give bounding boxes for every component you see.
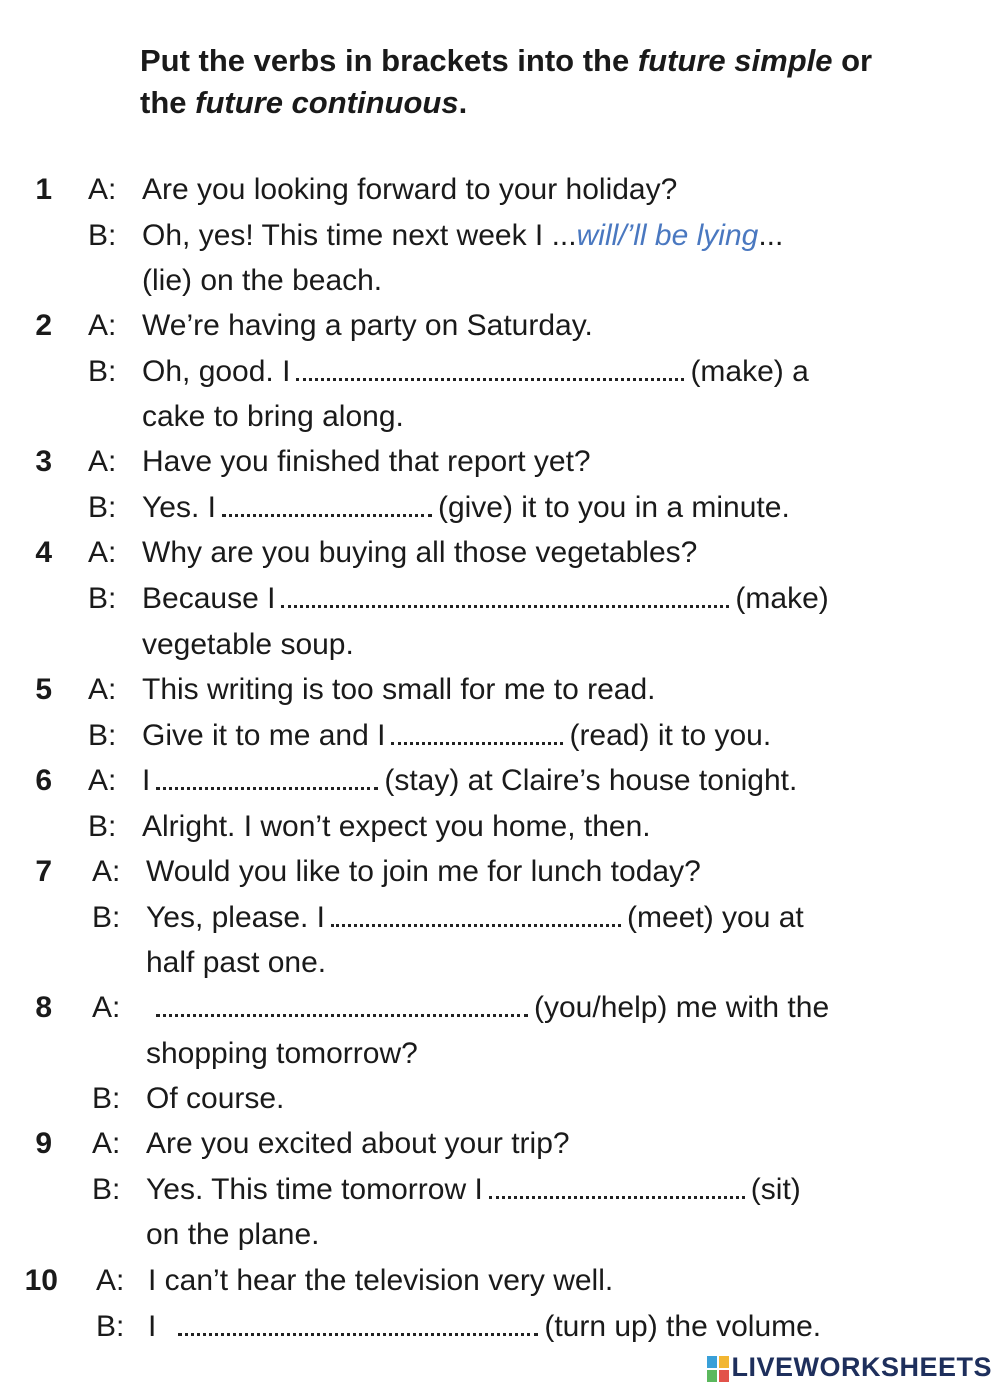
line-b: Alright. I won’t expect you home, then. [142,810,651,843]
instructions: Put the verbs in brackets into the future simple or the future continuous. [140,43,873,120]
speaker-a: A: [92,991,121,1024]
item-number: 5 [35,673,52,706]
line-a: Are you looking forward to your holiday? [142,173,678,206]
speaker-b: B: [88,810,117,843]
line-a: Would you like to join me for lunch today? [146,855,701,888]
item-number: 4 [35,536,52,569]
speaker-a: A: [88,764,117,797]
speaker-a: A: [88,673,117,706]
line-a: I (stay) at Claire’s house tonight. [142,764,798,797]
speaker-a: A: [88,445,117,478]
instr-italic-2: future continuous [195,85,459,120]
answer-blank[interactable] [391,736,563,745]
speaker-b: B: [92,1082,121,1115]
line-b: Oh, good. I (make) a [142,355,809,388]
line-a: Why are you buying all those vegetables? [142,536,698,569]
line-a: (you/help) me with the [146,988,829,1028]
line-a: This writing is too small for me to read. [142,673,656,706]
item-number: 3 [35,445,52,478]
liveworksheets-logo [707,1352,992,1383]
item-number: 8 [35,991,52,1024]
speaker-b: B: [88,355,117,388]
speaker-a: A: [92,1127,121,1160]
line-b: Give it to me and I (read) it to you. [142,719,772,752]
line-a-cont: shopping tomorrow? [146,1037,418,1070]
speaker-a: A: [88,309,117,342]
line-b-cont: vegetable soup. [142,628,354,661]
line-b: Because I (make) [142,582,829,615]
speaker-b: B: [96,1310,125,1343]
speaker-b: B: [92,901,121,934]
answer-blank[interactable] [222,508,432,517]
item-number: 10 [24,1264,58,1297]
answer-blank[interactable] [281,599,729,608]
line-a: I can’t hear the television very well. [148,1264,614,1297]
speaker-b: B: [88,219,117,252]
speaker-b: B: [92,1173,121,1206]
line-b: I (turn up) the volume. [148,1310,822,1343]
answer-blank[interactable] [178,1327,538,1336]
item-number: 9 [35,1127,52,1160]
speaker-a: A: [88,536,117,569]
speaker-a: A: [88,173,117,206]
answer-blank[interactable] [156,1008,528,1017]
line-b: Yes. This time tomorrow I (sit) [146,1173,801,1206]
line-b-cont: cake to bring along. [142,400,404,433]
line-a: We’re having a party on Saturday. [142,309,593,342]
answer-blank[interactable] [489,1190,745,1199]
item-number: 2 [35,309,52,342]
line-b: Of course. [146,1082,285,1115]
speaker-a: A: [92,855,121,888]
answer-blank[interactable] [296,372,684,381]
line-b: Yes, please. I (meet) you at [146,901,804,934]
line-b: Oh, yes! This time next week I ...will/’ll be lying... [142,219,784,252]
item-number: 6 [35,764,52,797]
line-b-cont: (lie) on the beach. [142,264,383,297]
answer-blank[interactable] [156,781,378,790]
instr-italic-1: future simple [637,43,833,78]
speaker-a: A: [96,1264,125,1297]
logo-text: LIVEWORKSHEETS [731,1352,992,1382]
line-b-cont: on the plane. [146,1218,320,1251]
line-b-cont: half past one. [146,946,327,979]
speaker-b: B: [88,719,117,752]
item-number: 7 [35,855,52,888]
answer-example: will/’ll be lying [576,219,759,252]
speaker-b: B: [88,491,117,524]
answer-blank[interactable] [331,918,621,927]
logo-icon [707,1356,729,1382]
line-a: Have you finished that report yet? [142,445,591,478]
line-b: Yes. I (give) it to you in a minute. [142,491,790,524]
item-number: 1 [35,173,52,206]
speaker-b: B: [88,582,117,615]
line-a: Are you excited about your trip? [146,1127,570,1160]
